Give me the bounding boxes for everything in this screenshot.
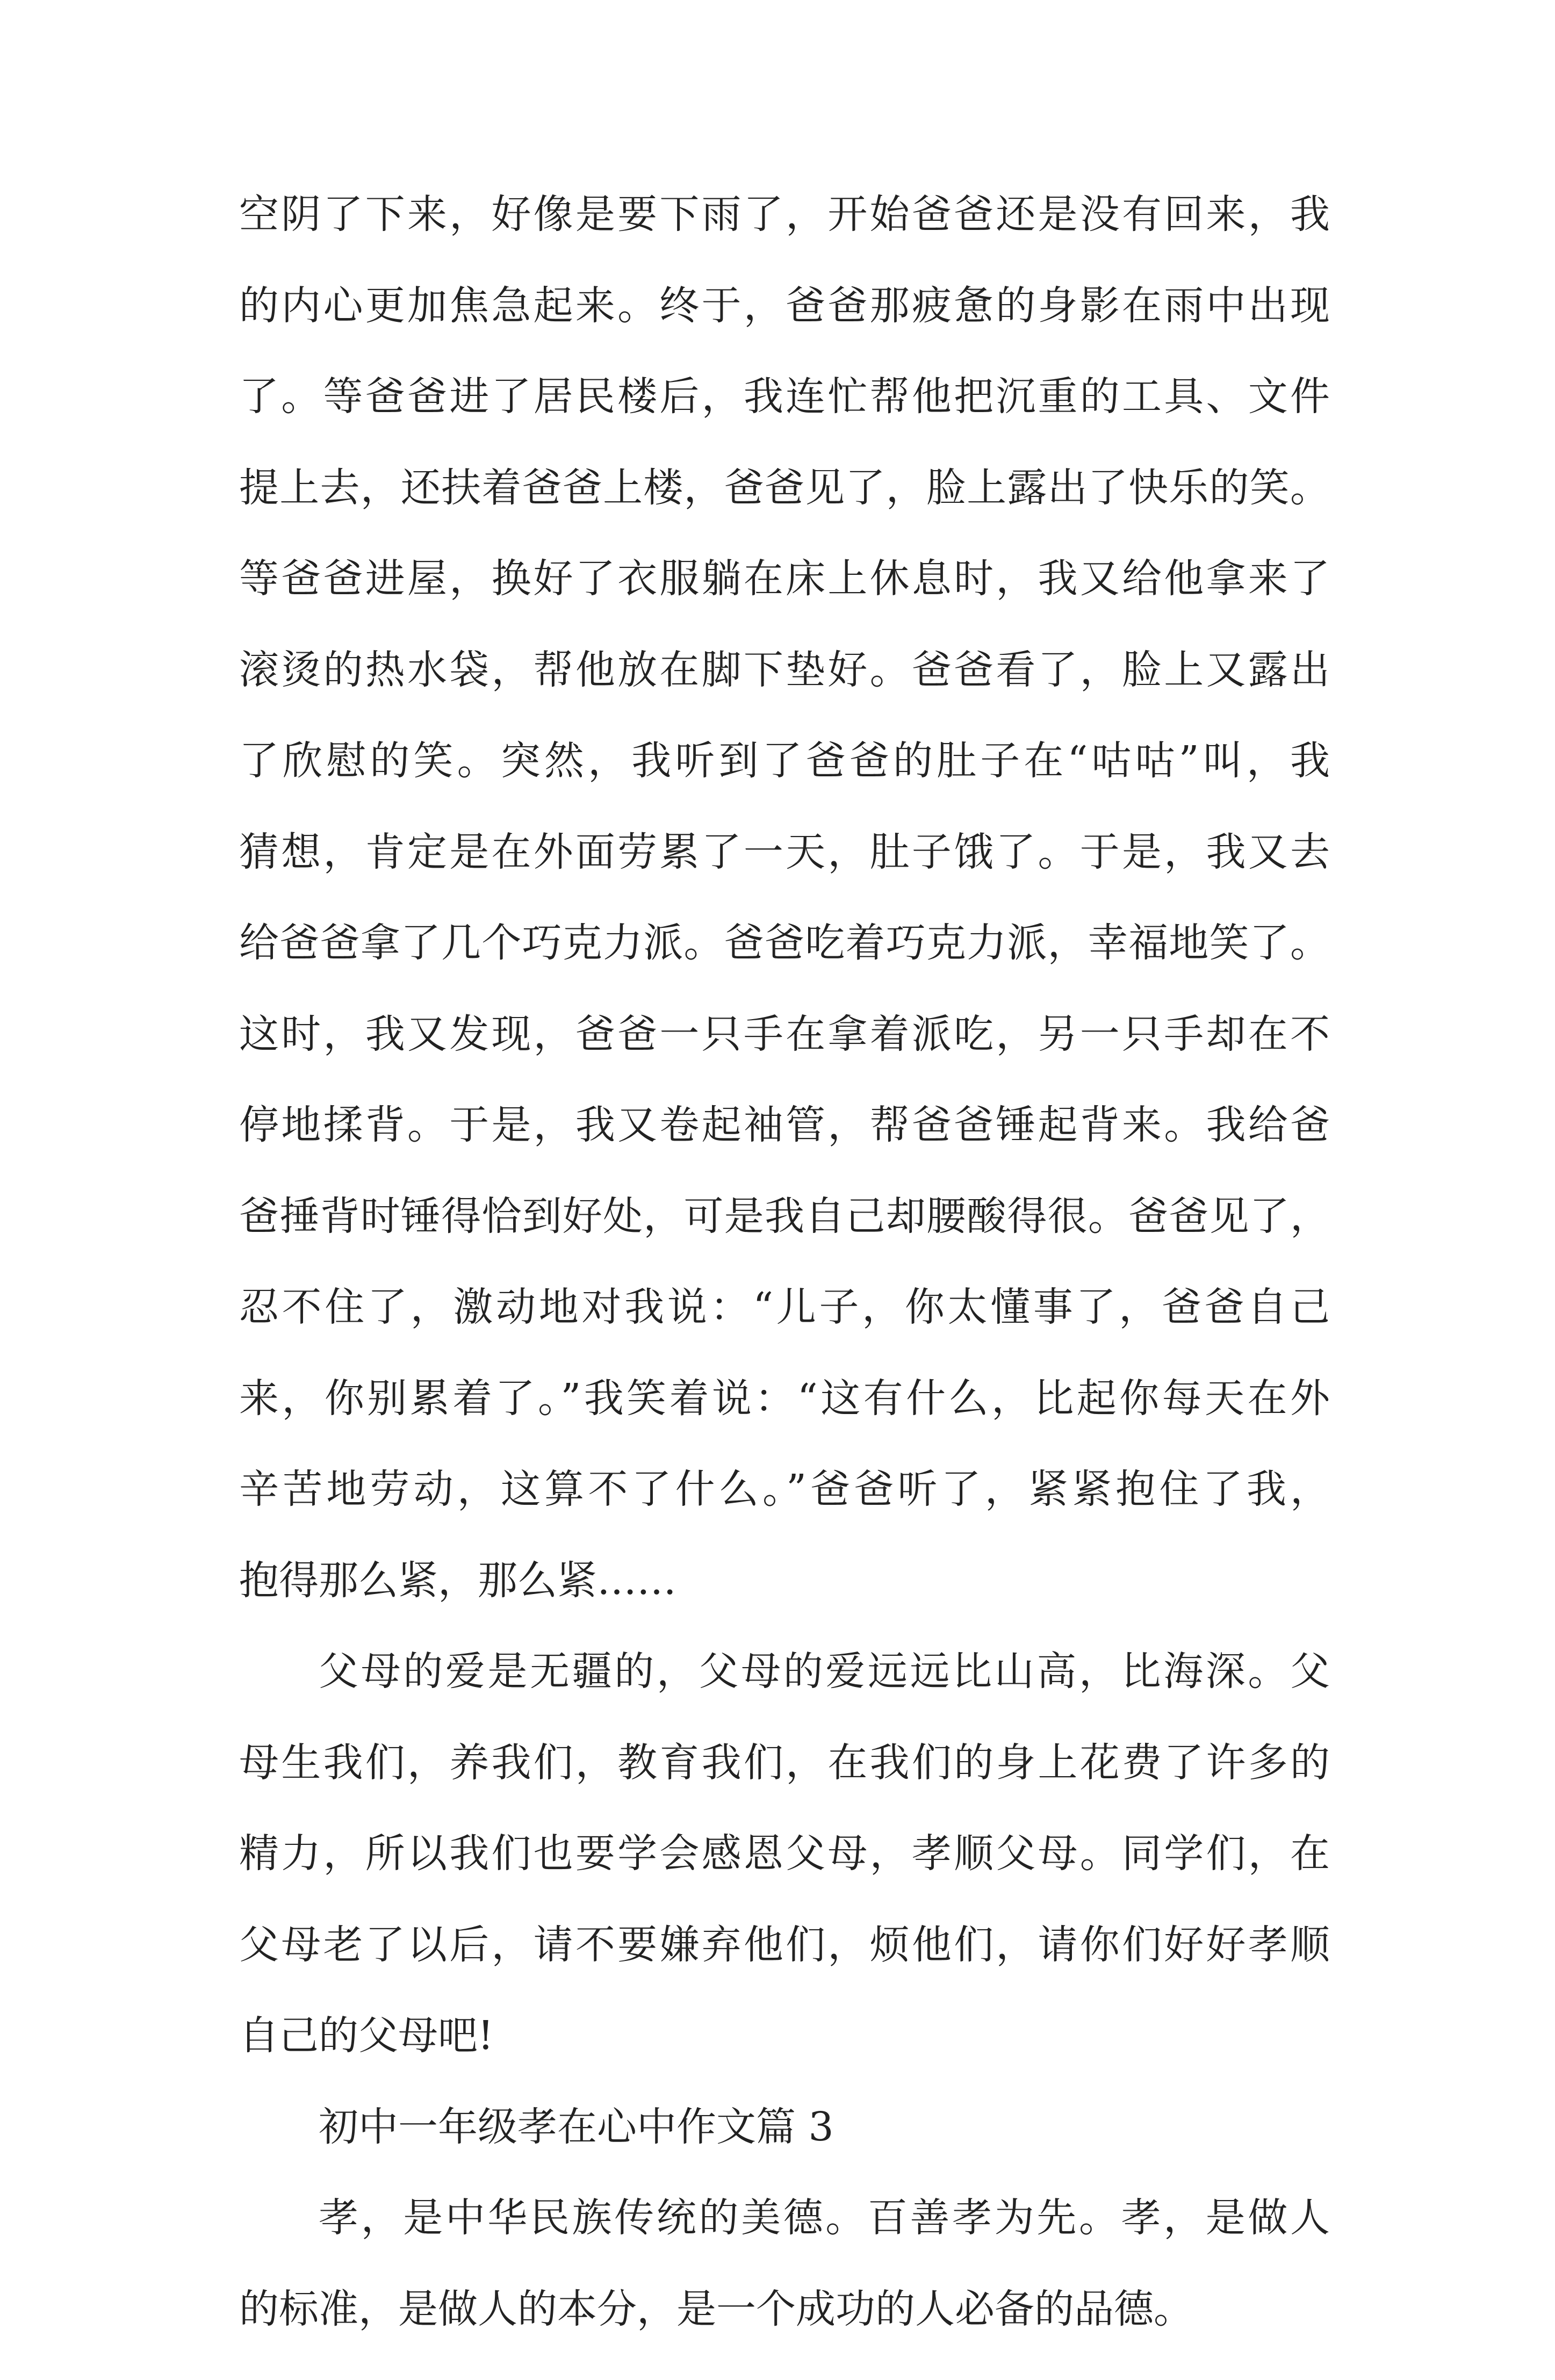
text-line: 来，你别累着了。”我笑着说：“这有什么，比起你每天在外 bbox=[239, 1375, 1330, 1422]
text-line: 精力，所以我们也要学会感恩父母，孝顺父母。同学们，在 bbox=[239, 1830, 1330, 1877]
paragraph-first-line: 父母的爱是无疆的，父母的爱远远比山高，比海深。父 bbox=[319, 1648, 1330, 1694]
text-line: 提上去，还扶着爸爸上楼，爸爸见了，脸上露出了快乐的笑。 bbox=[239, 464, 1330, 511]
text-line: 停地揉背。于是，我又卷起袖管，帮爸爸锤起背来。我给爸 bbox=[239, 1102, 1330, 1148]
text-line: 这时，我又发现，爸爸一只手在拿着派吃，另一只手却在不 bbox=[239, 1011, 1330, 1057]
text-line: 自己的父母吧! bbox=[239, 2013, 494, 2059]
text-line: 给爸爸拿了几个巧克力派。爸爸吃着巧克力派，幸福地笑了。 bbox=[239, 920, 1330, 966]
text-line: 滚烫的热水袋，帮他放在脚下垫好。爸爸看了，脸上又露出 bbox=[239, 646, 1330, 693]
section-heading: 初中一年级孝在心中作文篇 3 bbox=[319, 2103, 834, 2150]
text-line: 忍不住了，激动地对我说：“儿子，你太懂事了，爸爸自己 bbox=[239, 1284, 1330, 1330]
paragraph-first-line: 孝，是中华民族传统的美德。百善孝为先。孝，是做人 bbox=[319, 2195, 1330, 2241]
text-line: 母生我们，养我们，教育我们，在我们的身上花费了许多的 bbox=[239, 1739, 1330, 1786]
text-line: 的标准，是做人的本分，是一个成功的人必备的品德。 bbox=[239, 2285, 1193, 2332]
text-line: 空阴了下来，好像是要下雨了，开始爸爸还是没有回来，我 bbox=[239, 191, 1330, 237]
text-line: 的内心更加焦急起来。终于，爸爸那疲惫的身影在雨中出现 bbox=[239, 282, 1330, 329]
text-line: 等爸爸进屋，换好了衣服躺在床上休息时，我又给他拿来了 bbox=[239, 556, 1330, 602]
text-line: 辛苦地劳动，这算不了什么。”爸爸听了，紧紧抱住了我， bbox=[239, 1466, 1330, 1512]
text-line: 猜想，肯定是在外面劳累了一天，肚子饿了。于是，我又去 bbox=[239, 828, 1330, 875]
text-line: 父母老了以后，请不要嫌弃他们，烦他们，请你们好好孝顺 bbox=[239, 1921, 1330, 1968]
text-line: 了。等爸爸进了居民楼后，我连忙帮他把沉重的工具、文件 bbox=[239, 373, 1330, 420]
text-line: 爸捶背时锤得恰到好处，可是我自己却腰酸得很。爸爸见了， bbox=[239, 1193, 1330, 1239]
text-line: 了欣慰的笑。突然，我听到了爸爸的肚子在“咕咕”叫，我 bbox=[239, 738, 1330, 784]
document-body bbox=[239, 191, 1330, 2380]
text-line: 抱得那么紧，那么紧…… bbox=[239, 1557, 676, 1604]
